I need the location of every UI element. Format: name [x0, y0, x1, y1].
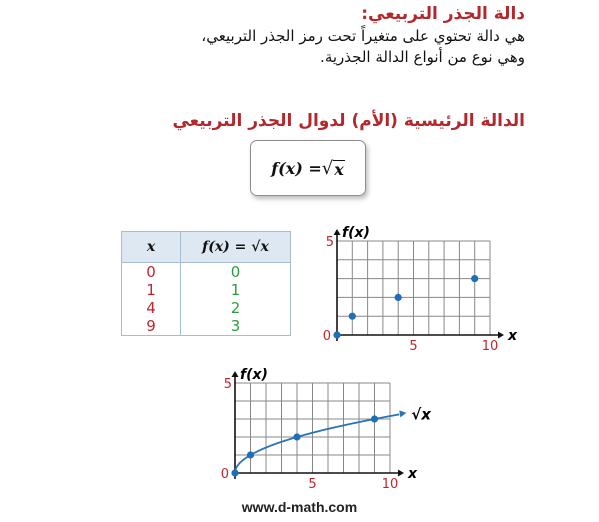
formula-sqrt — [322, 158, 345, 179]
table-header-fx: f(x) = √x — [181, 232, 291, 263]
curve-point — [247, 451, 254, 458]
x-axis-arrowhead — [398, 470, 404, 477]
y-axis-label: f(x) — [240, 367, 268, 383]
x-axis-arrowhead — [498, 332, 504, 339]
curve-point — [231, 469, 238, 476]
formula-lhs: f(x) = — [271, 158, 322, 178]
curve-point — [371, 415, 378, 422]
table-cell-fx: 2 — [230, 299, 241, 317]
table-cell-x: 0 — [122, 263, 181, 282]
y-axis-arrowhead — [232, 371, 239, 377]
table-row — [122, 281, 291, 299]
origin-label: 0 — [322, 329, 331, 344]
table-cell-x: 9 — [122, 317, 181, 336]
definition-line-1: هي دالة تحتوي على متغيراً تحت رمز الجذر التربيعي، — [201, 27, 525, 45]
y-tick-label: 5 — [223, 377, 232, 392]
table-cell-fx: 1 — [230, 281, 241, 299]
table-cell-fx: 3 — [230, 317, 241, 335]
table-cell-x: 4 — [122, 299, 181, 317]
origin-label: 0 — [220, 467, 229, 482]
table-row — [122, 317, 291, 336]
curve-label: √x — [411, 405, 431, 424]
data-point — [471, 275, 478, 282]
x-tick-label: 5 — [409, 339, 418, 354]
y-axis-label: f(x) — [342, 225, 370, 241]
x-axis-label: x — [408, 466, 418, 482]
definition-line-2: وهي نوع من أنواع الدالة الجذرية. — [320, 48, 525, 66]
x-tick-label: 10 — [381, 477, 399, 492]
x-axis-label: x — [508, 328, 518, 344]
parent-function-title: الدالة الرئيسية (الأم) لدوال الجذر التربيعي — [172, 111, 525, 131]
data-point — [349, 313, 356, 320]
table-header-x: x — [122, 232, 181, 263]
curve-point — [293, 433, 300, 440]
values-table — [121, 231, 291, 336]
y-axis-arrowhead — [334, 229, 341, 235]
sqrt-curve — [235, 414, 399, 473]
formula-radicand: x — [334, 159, 344, 179]
data-point — [395, 294, 402, 301]
formula-box — [250, 140, 366, 196]
table-row — [122, 299, 291, 317]
section-title: دالة الجذر التربيعي: — [361, 4, 525, 24]
x-tick-label: 10 — [481, 339, 499, 354]
table-row — [122, 263, 291, 282]
y-tick-label: 5 — [325, 235, 334, 250]
website-footer: www.d-math.com — [241, 499, 358, 515]
table-cell-fx: 0 — [230, 263, 241, 281]
radical-sign: √ — [321, 157, 334, 179]
data-point — [333, 331, 340, 338]
table-cell-x: 1 — [122, 281, 181, 299]
x-tick-label: 5 — [308, 477, 317, 492]
curve-arrowhead — [399, 410, 406, 417]
